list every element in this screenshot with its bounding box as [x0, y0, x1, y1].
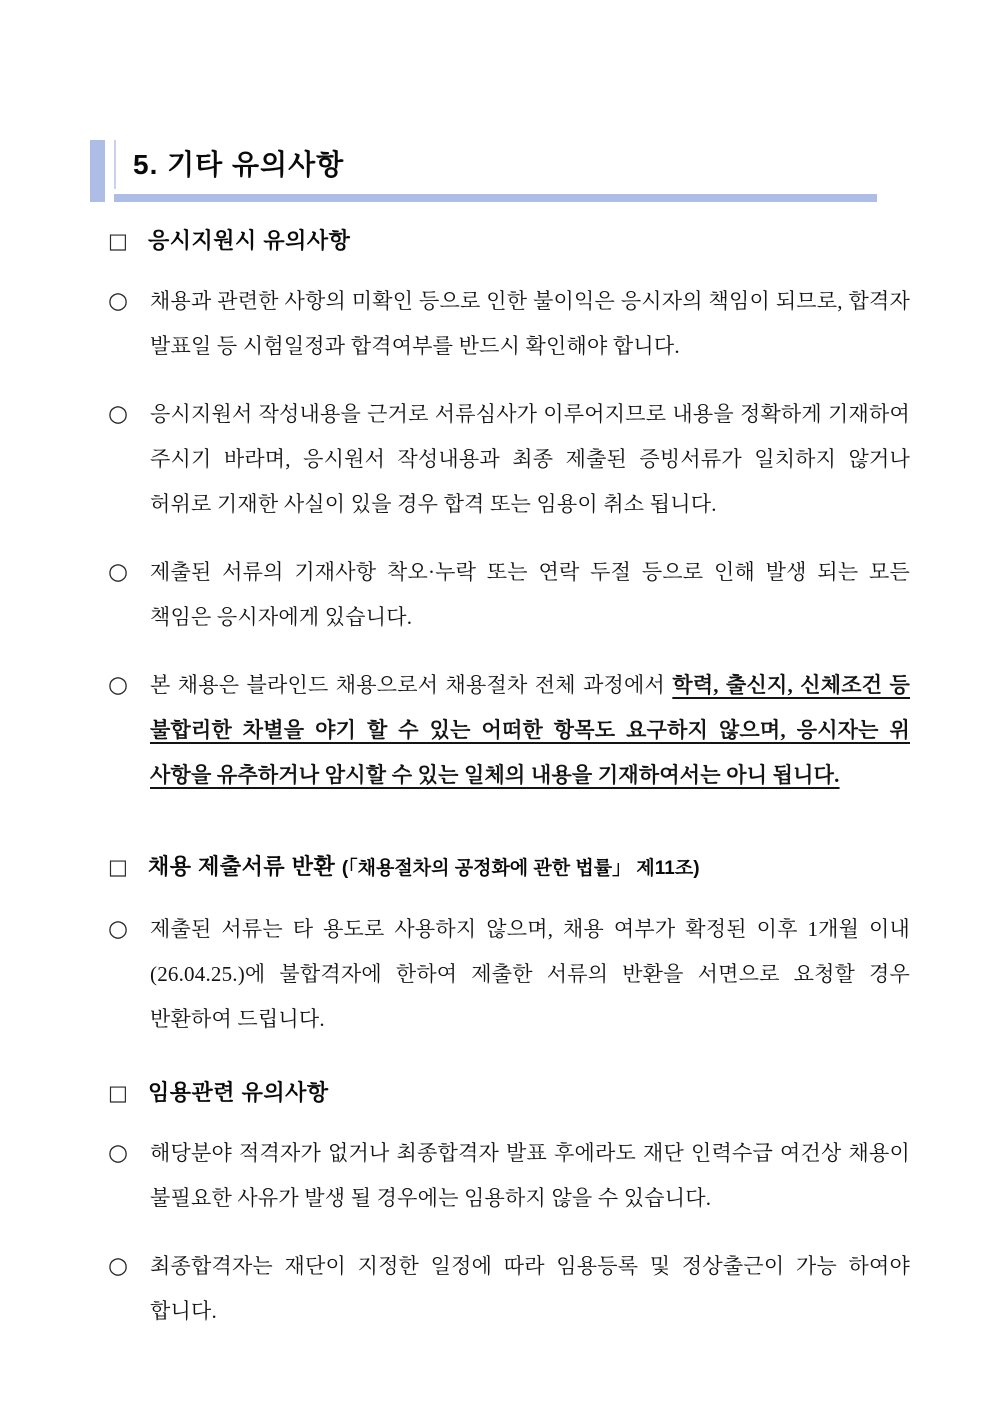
bullet-item: [100, 550, 910, 640]
bullet-item: [100, 392, 910, 527]
checkbox-square-icon: □: [108, 1080, 129, 1105]
title-rule-box: [114, 140, 877, 202]
bullet-item: [100, 1131, 910, 1221]
bullet-text: 제출된 서류의 기재사항 착오·누락 또는 연락 두절 등으로 인해 발생 되는 모든 책임은 응시자에게 있습니다.: [150, 559, 910, 629]
bullet-emphasis-text: 학력, 출신지, 신체조건 등 불합리한 차별을 야기 할 수 있는 어떠한 항목도 요구하지 않으며, 응시자는 위 사항을 유추하거나 암시할 수 있는 일체의 내용을 기재하여서는 아니 됩니다.: [150, 672, 911, 787]
bullet-text: 본 채용은 블라인드 채용으로서 채용절차 전체 과정에서: [150, 672, 673, 697]
circle-bullet-icon: ○: [108, 671, 129, 698]
bullet-text: 제출된 서류는 타 용도로 사용하지 않으며, 채용 여부가 확정된 이후 1개월 이내(26.04.25.)에 불합격자에 한하여 제출한 서류의 반환을 서면으로 요청할 경우 반환하여 드립니다.: [150, 916, 910, 1031]
section-heading: [100, 852, 910, 884]
bullet-item: [100, 279, 910, 369]
circle-bullet-icon: ○: [108, 1139, 129, 1166]
circle-bullet-icon: ○: [108, 558, 129, 585]
circle-bullet-icon: ○: [108, 915, 129, 942]
bullet-item: [100, 907, 910, 1042]
bullet-item: [100, 663, 910, 798]
circle-bullet-icon: ○: [108, 1252, 129, 1279]
section-heading: [100, 1078, 910, 1108]
checkbox-square-icon: □: [108, 854, 129, 879]
bullet-text: 최종합격자는 재단이 지정한 일정에 따라 임용등록 및 정상출근이 가능 하여야 합니다.: [150, 1253, 910, 1323]
section-application-notes: [100, 226, 910, 798]
bullet-text: 응시지원서 작성내용을 근거로 서류심사가 이루어지므로 내용을 정확하게 기재하여 주시기 바라며, 응시원서 작성내용과 최종 제출된 증빙서류가 일치하지 않거나 허위로 기재한 사실이 있을 경우 합격 또는 임용이 취소 됩니다.: [150, 401, 910, 516]
bullet-text: 채용과 관련한 사항의 미확인 등으로 인한 불이익은 응시자의 책임이 되므로, 합격자 발표일 등 시험일정과 합격여부를 반드시 확인해야 합니다.: [150, 288, 910, 358]
bullet-text: 해당분야 적격자가 없거나 최종합격자 발표 후에라도 재단 인력수급 여건상 채용이 불필요한 사유가 발생 될 경우에는 임용하지 않을 수 있습니다.: [150, 1140, 910, 1210]
page-title: 5. 기타 유의사항: [133, 149, 345, 180]
circle-bullet-icon: ○: [108, 400, 129, 427]
section-heading-label: 채용 제출서류 반환: [148, 853, 342, 879]
section-heading-note: (「채용절차의 공정화에 관한 법률」 제11조): [341, 857, 700, 879]
section-heading-label: 응시지원시 유의사항: [148, 227, 351, 253]
circle-bullet-icon: ○: [108, 287, 129, 314]
title-inner: [114, 140, 877, 189]
section-appointment-notes: [100, 1078, 910, 1334]
title-block: [90, 140, 877, 202]
checkbox-square-icon: □: [108, 228, 129, 253]
section-heading-label: 임용관련 유의사항: [148, 1079, 329, 1105]
section-document-return: [100, 852, 910, 1042]
title-accent-bar: [90, 140, 105, 202]
bullet-item: [100, 1244, 910, 1334]
section-heading: [100, 226, 910, 256]
